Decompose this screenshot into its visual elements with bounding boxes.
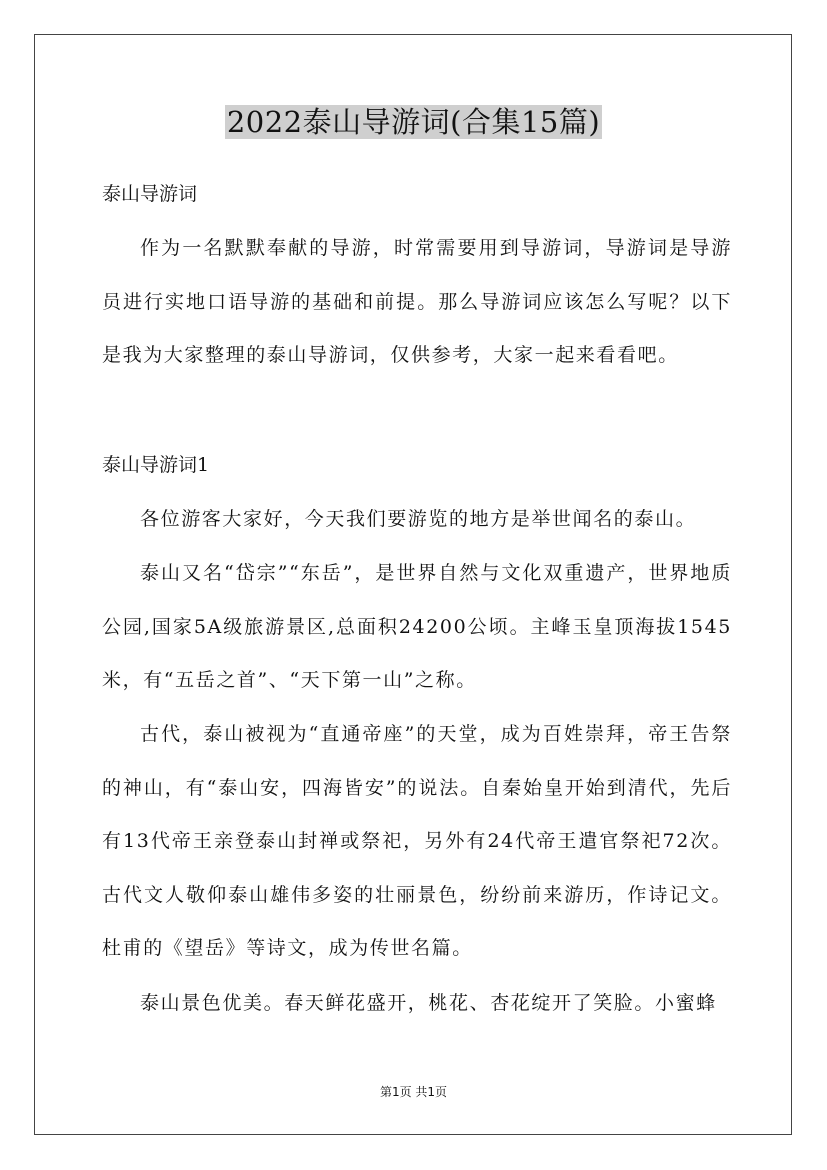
section-1-heading: 泰山导游词1 [102, 454, 210, 476]
section-1-paragraph-4: 泰山景色优美。春天鲜花盛开，桃花、杏花绽开了笑脸。小蜜蜂 [140, 992, 717, 1014]
section-1-paragraph-1: 各位游客大家好，今天我们要游览的地方是举世闻名的泰山。 [140, 508, 697, 530]
intro-paragraph: 作为一名默默奉献的导游，时常需要用到导游词，导游词是导游员进行实地口语导游的基础和前提。那么导游词应该怎么写呢？以下是我为大家整理的泰山导游词，仅供参考，大家一起来看看吧。 [102, 237, 732, 367]
page-number-info: 第1页 共1页 [379, 1085, 448, 1099]
section-1-paragraph-3: 古代，泰山被视为“直通帝座”的天堂，成为百姓崇拜，帝王告祭的神山，有“泰山安，四海皆安”的说法。自秦始皇开始到清代，先后有13代帝王亲登泰山封禅或祭祀，另外有24代帝王遣官祭祀72次。古代文人敬仰泰山雄伟多姿的壮丽景色，纷纷前来游历，作诗记文。杜甫的《望岳》等诗文，成为传世名篇。 [102, 723, 732, 960]
document-title [0, 100, 827, 144]
intro-heading: 泰山导游词 [102, 183, 198, 205]
page-footer [0, 1084, 827, 1100]
document-title-text: 2022泰山导游词(合集15篇) [226, 105, 601, 139]
section-1-paragraph-2: 泰山又名“岱宗”“东岳”，是世界自然与文化双重遗产，世界地质公园,国家5A级旅游景区,总面积24200公顷。主峰玉皇顶海拔1545米，有“五岳之首”、“天下第一山”之称。 [102, 562, 732, 692]
